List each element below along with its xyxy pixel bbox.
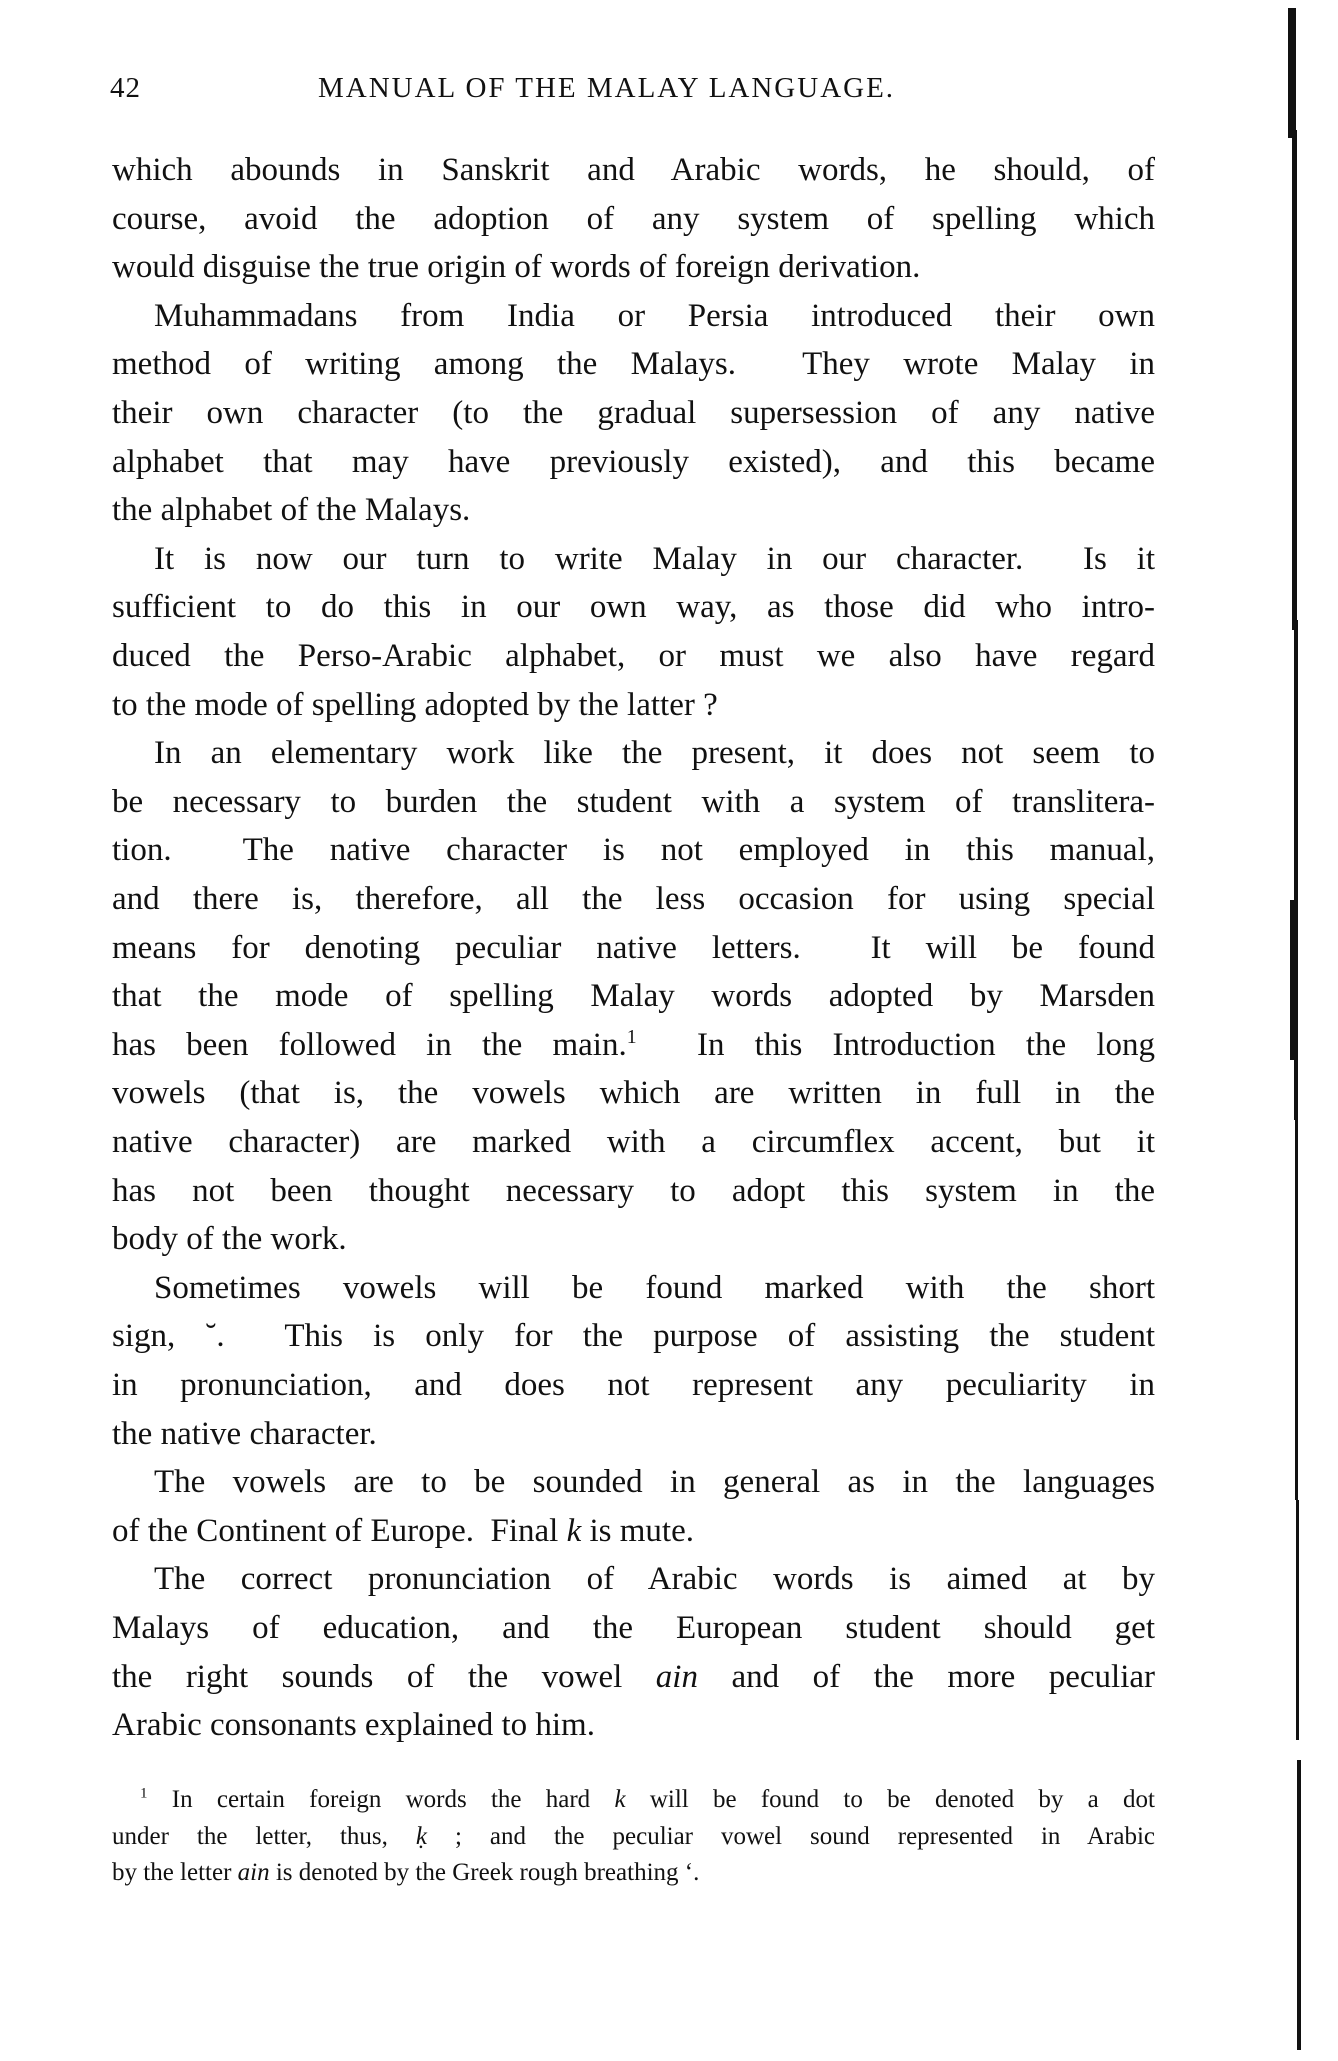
text-span: Sometimes vowels will be found marked with the short (154, 1269, 1155, 1306)
text-line (112, 1167, 1155, 1215)
text-span: the native character. (112, 1415, 377, 1452)
text-span: will be found to be denoted by a dot (625, 1786, 1155, 1813)
page-number: 42 (110, 72, 141, 104)
italic-text: k (614, 1786, 626, 1813)
text-span: body of the work. (112, 1221, 347, 1258)
footnote-line (140, 1782, 1155, 1818)
text-span: In certain foreign words the hard (147, 1786, 615, 1813)
text-span: tion. The native character is not employed in this manual, (112, 832, 1155, 869)
text-line (112, 486, 1155, 534)
text-span: method of writing among the Malays. They wrote Malay in (112, 346, 1155, 383)
text-span: their own character (to the gradual supersession of any native (112, 395, 1155, 431)
text-span: and of the more peculiar (697, 1658, 1155, 1695)
text-line (112, 1410, 1155, 1458)
text-span: is denoted by the Greek rough breathing ‘. (269, 1859, 700, 1886)
text-line (112, 778, 1155, 826)
text-span: It is now our turn to write Malay in our character. Is it (154, 540, 1155, 577)
text-line (112, 1118, 1155, 1166)
footnote-marker: 1 (626, 1025, 637, 1048)
text-line (112, 583, 1155, 631)
footnote-marker: 1 (140, 1785, 148, 1802)
text-line (112, 972, 1155, 1020)
text-line (112, 1215, 1155, 1263)
text-line (154, 535, 1155, 583)
text-line (112, 389, 1155, 437)
text-line (112, 1507, 1155, 1555)
text-line (112, 826, 1155, 874)
running-title: MANUAL OF THE MALAY LANGUAGE. (318, 72, 896, 104)
text-span: The correct pronunciation of Arabic words is aimed at by (154, 1561, 1155, 1598)
text-line (154, 292, 1155, 340)
text-span: has been followed in the main. (112, 1026, 627, 1063)
text-span: duced the Perso-Arabic alphabet, or must we also have regard (112, 638, 1155, 674)
text-span: would disguise the true origin of words of foreign derivation. (112, 249, 921, 286)
text-line (154, 729, 1155, 777)
text-line (112, 243, 1155, 291)
text-line (112, 632, 1155, 680)
footnote-line (112, 1819, 1155, 1855)
text-span: by the letter (112, 1859, 238, 1886)
text-span: has not been thought necessary to adopt this system in the (112, 1172, 1155, 1209)
text-line (112, 1312, 1155, 1360)
text-span: In an elementary work like the present, it does not seem to (154, 735, 1155, 772)
text-span: In this Introduction the long (636, 1026, 1155, 1063)
text-span: Arabic consonants explained to him. (112, 1707, 595, 1744)
text-span: in pronunciation, and does not represent any peculiarity in (112, 1367, 1155, 1403)
text-span: which abounds in Sanskrit and Arabic words, he should, of (112, 152, 1155, 188)
text-line (112, 1653, 1155, 1701)
text-line (112, 1069, 1155, 1117)
text-span: is mute. (581, 1512, 694, 1549)
text-span: vowels (that is, the vowels which are written in full in the (112, 1075, 1155, 1112)
text-span: sufficient to do this in our own way, as those did who intro- (112, 589, 1155, 626)
text-span: alphabet that may have previously existed), and this became (112, 443, 1155, 480)
text-span: native character) are marked with a circumflex accent, but it (112, 1124, 1155, 1160)
text-span: be necessary to burden the student with a system of translitera- (112, 783, 1155, 820)
footnote-line (112, 1855, 1155, 1891)
text-span: The vowels are to be sounded in general as in the languages (154, 1464, 1155, 1501)
text-span: of the Continent of Europe. Final (112, 1512, 567, 1549)
text-span: under the letter, thus, (112, 1822, 416, 1850)
italic-text: k (566, 1512, 582, 1549)
text-span: Muhammadans from India or Persia introduced their own (154, 297, 1155, 334)
text-line (112, 438, 1155, 486)
text-line (154, 1458, 1155, 1506)
text-line (112, 875, 1155, 923)
text-line (112, 340, 1155, 388)
text-line (112, 1361, 1155, 1409)
text-line (112, 1604, 1155, 1652)
text-line (112, 195, 1155, 243)
text-span: ; and the peculiar vowel sound represented in Arabic (427, 1822, 1155, 1850)
text-span: course, avoid the adoption of any system of spelling which (112, 200, 1155, 237)
text-span: Malays of education, and the European student should get (112, 1610, 1155, 1646)
text-line (112, 924, 1155, 972)
text-span: and there is, therefore, all the less occasion for using special (112, 881, 1155, 917)
text-span: the right sounds of the vowel (112, 1658, 656, 1695)
text-span: sign, ˘. This is only for the purpose of assisting the student (112, 1318, 1155, 1355)
text-line (112, 146, 1155, 194)
text-line (112, 1021, 1155, 1069)
italic-text: ḳ (415, 1822, 428, 1850)
text-span: the alphabet of the Malays. (112, 492, 471, 529)
text-line (112, 681, 1155, 729)
text-line (154, 1555, 1155, 1603)
italic-text: ain (237, 1859, 270, 1886)
text-span: means for denoting peculiar native letters. It will be found (112, 929, 1155, 966)
text-span: that the mode of spelling Malay words adopted by Marsden (112, 978, 1155, 1015)
text-span: to the mode of spelling adopted by the latter ? (112, 686, 718, 723)
text-line (154, 1264, 1155, 1312)
italic-text: ain (655, 1658, 698, 1695)
text-line (112, 1701, 1155, 1749)
